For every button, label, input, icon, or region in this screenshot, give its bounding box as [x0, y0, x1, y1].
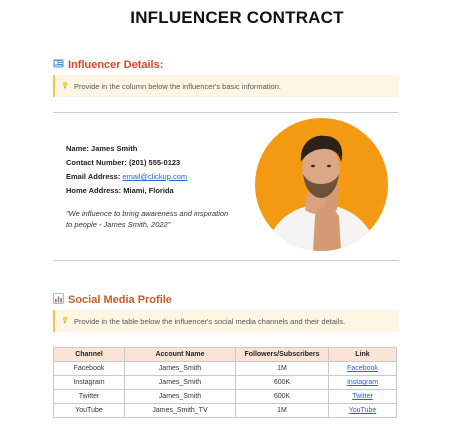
influencer-note-text: Provide in the column below the influencer's basic information.	[74, 81, 281, 91]
divider-bottom	[53, 260, 399, 261]
table-row	[54, 404, 397, 418]
divider-top	[53, 112, 399, 113]
cell-followers: 1M	[236, 404, 329, 418]
cell-account-name: James_Smith	[125, 362, 236, 376]
cell-followers: 1M	[236, 362, 329, 376]
cell-channel: Facebook	[54, 362, 125, 376]
cell-channel: YouTube	[54, 404, 125, 418]
cell-link	[329, 376, 397, 390]
detail-contact-number: Contact Number: (201) 555-0123	[66, 158, 181, 167]
detail-email: Email Address: email@clickup.com	[66, 172, 188, 181]
light-bulb-icon	[62, 81, 68, 91]
document-title: INFLUENCER CONTRACT	[130, 8, 344, 27]
table-row	[54, 390, 397, 404]
cell-followers: 600K	[236, 390, 329, 404]
cell-account-name: James_Smith	[125, 376, 236, 390]
cell-followers: 600K	[236, 376, 329, 390]
detail-home-address: Home Address: Miami, Florida	[66, 186, 174, 195]
influencer-details-label: Influencer Details:	[68, 59, 164, 71]
social-media-heading	[53, 293, 172, 307]
social-note-text: Provide in the table below the influencer's social media channels and their details.	[74, 316, 346, 326]
social-note-callout	[53, 310, 399, 332]
social-media-table	[53, 347, 397, 418]
column-header-account-name: Account Name	[125, 348, 236, 362]
cell-link	[329, 362, 397, 376]
influencer-details-heading	[53, 58, 163, 72]
influencer-note-callout	[53, 75, 399, 97]
table-header-row	[54, 348, 397, 362]
light-bulb-icon	[62, 316, 68, 326]
detail-name: Name: James Smith	[66, 144, 138, 153]
cell-account-name: James_Smith_TV	[125, 404, 236, 418]
facebook-link[interactable]: Facebook	[347, 365, 378, 372]
influencer-details-list	[66, 142, 187, 198]
twitter-link[interactable]: Twitter	[352, 393, 373, 400]
table-row	[54, 362, 397, 376]
cell-account-name: James_Smith	[125, 390, 236, 404]
id-card-icon	[53, 58, 64, 72]
social-media-label: Social Media Profile	[68, 294, 172, 306]
column-header-link: Link	[329, 348, 397, 362]
column-header-channel: Channel	[54, 348, 125, 362]
cell-link	[329, 404, 397, 418]
table-row	[54, 376, 397, 390]
bar-chart-icon	[53, 293, 64, 307]
cell-channel: Instagram	[54, 376, 125, 390]
instagram-link[interactable]: Instagram	[346, 379, 379, 386]
cell-channel: Twitter	[54, 390, 125, 404]
influencer-quote: "We influence to bring awareness and inspiration to people - James Smith, 2022"	[66, 209, 229, 229]
column-header-followers: Followers/Subscribers	[236, 348, 329, 362]
influencer-photo	[255, 118, 388, 251]
cell-link	[329, 390, 397, 404]
email-link[interactable]: email@clickup.com	[122, 172, 188, 181]
youtube-link[interactable]: YouTube	[348, 407, 377, 414]
